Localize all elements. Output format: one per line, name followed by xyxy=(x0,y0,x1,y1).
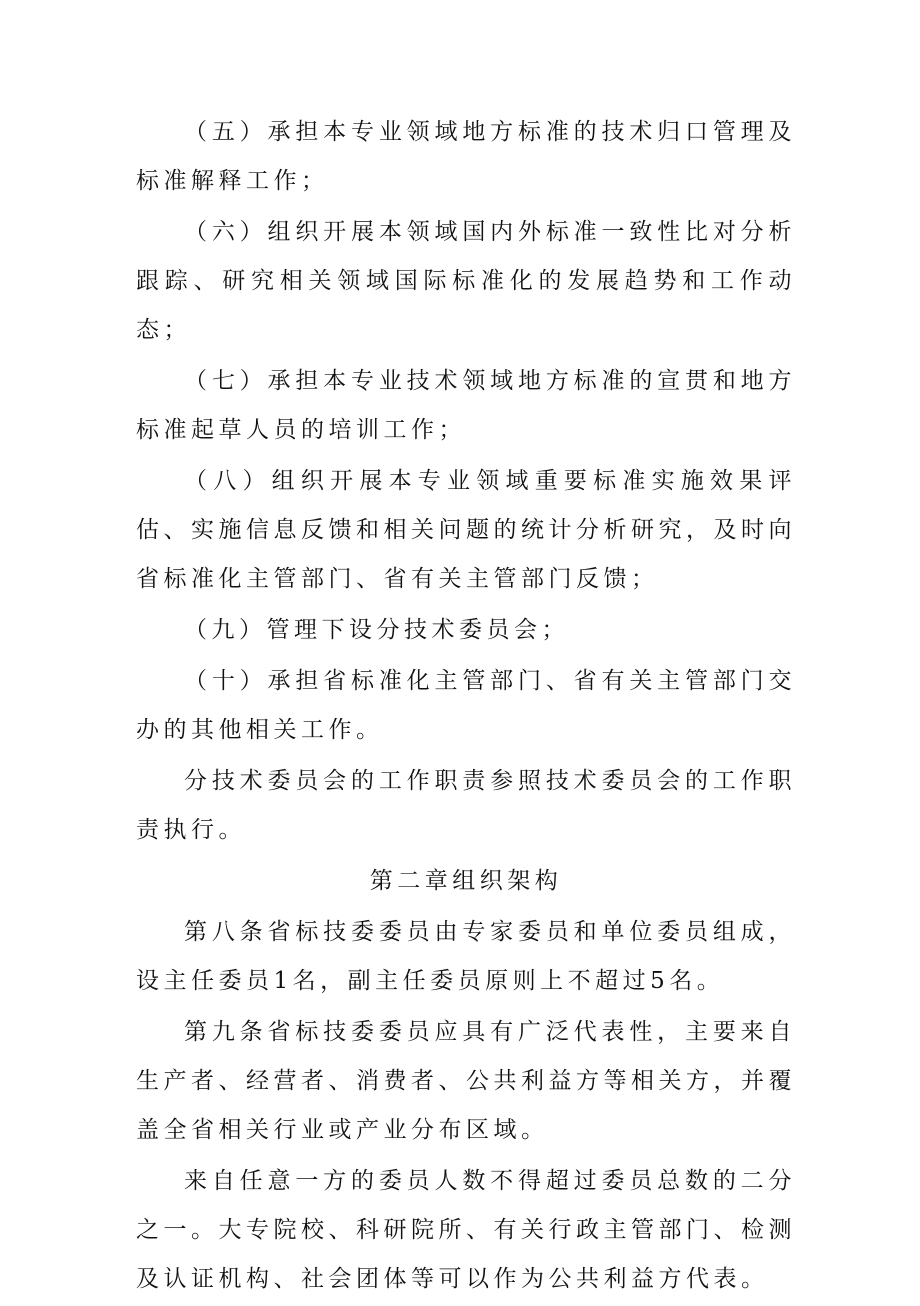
duty-item-7: （七）承担本专业技术领域地方标准的宣贯和地方标准起草人员的培训工作； xyxy=(136,368,796,443)
subcommittee-duty-note: 分技术委员会的工作职责参照技术委员会的工作职责执行。 xyxy=(136,768,796,843)
duty-item-8: （八）组织开展本专业领域重要标准实施效果评估、实施信息反馈和相关问题的统计分析研究，及时向省标准化主管部门、省有关主管部门反馈； xyxy=(136,468,796,592)
article-9-continued: 来自任意一方的委员人数不得超过委员总数的二分之一。大专院校、科研院所、有关行政主管部门、检测及认证机构、社会团体等可以作为公共利益方代表。 xyxy=(136,1168,796,1292)
duty-item-10: （十）承担省标准化主管部门、省有关主管部门交办的其他相关工作。 xyxy=(136,668,796,743)
article-8: 第八条省标技委委员由专家委员和单位委员组成，设主任委员1名，副主任委员原则上不超过5名。 xyxy=(136,919,796,994)
document-body xyxy=(136,108,796,1306)
duty-item-6: （六）组织开展本领域国内外标准一致性比对分析跟踪、研究相关领域国际标准化的发展趋势和工作动态； xyxy=(136,219,796,343)
duty-item-5: （五）承担本专业领域地方标准的技术归口管理及标准解释工作； xyxy=(136,119,796,194)
article-9: 第九条省标技委委员应具有广泛代表性，主要来自生产者、经营者、消费者、公共利益方等相关方，并覆盖全省相关行业或产业分布区域。 xyxy=(136,1019,796,1143)
chapter-heading: 第二章组织架构 xyxy=(369,868,563,894)
duty-item-9: （九）管理下设分技术委员会； xyxy=(184,617,569,643)
